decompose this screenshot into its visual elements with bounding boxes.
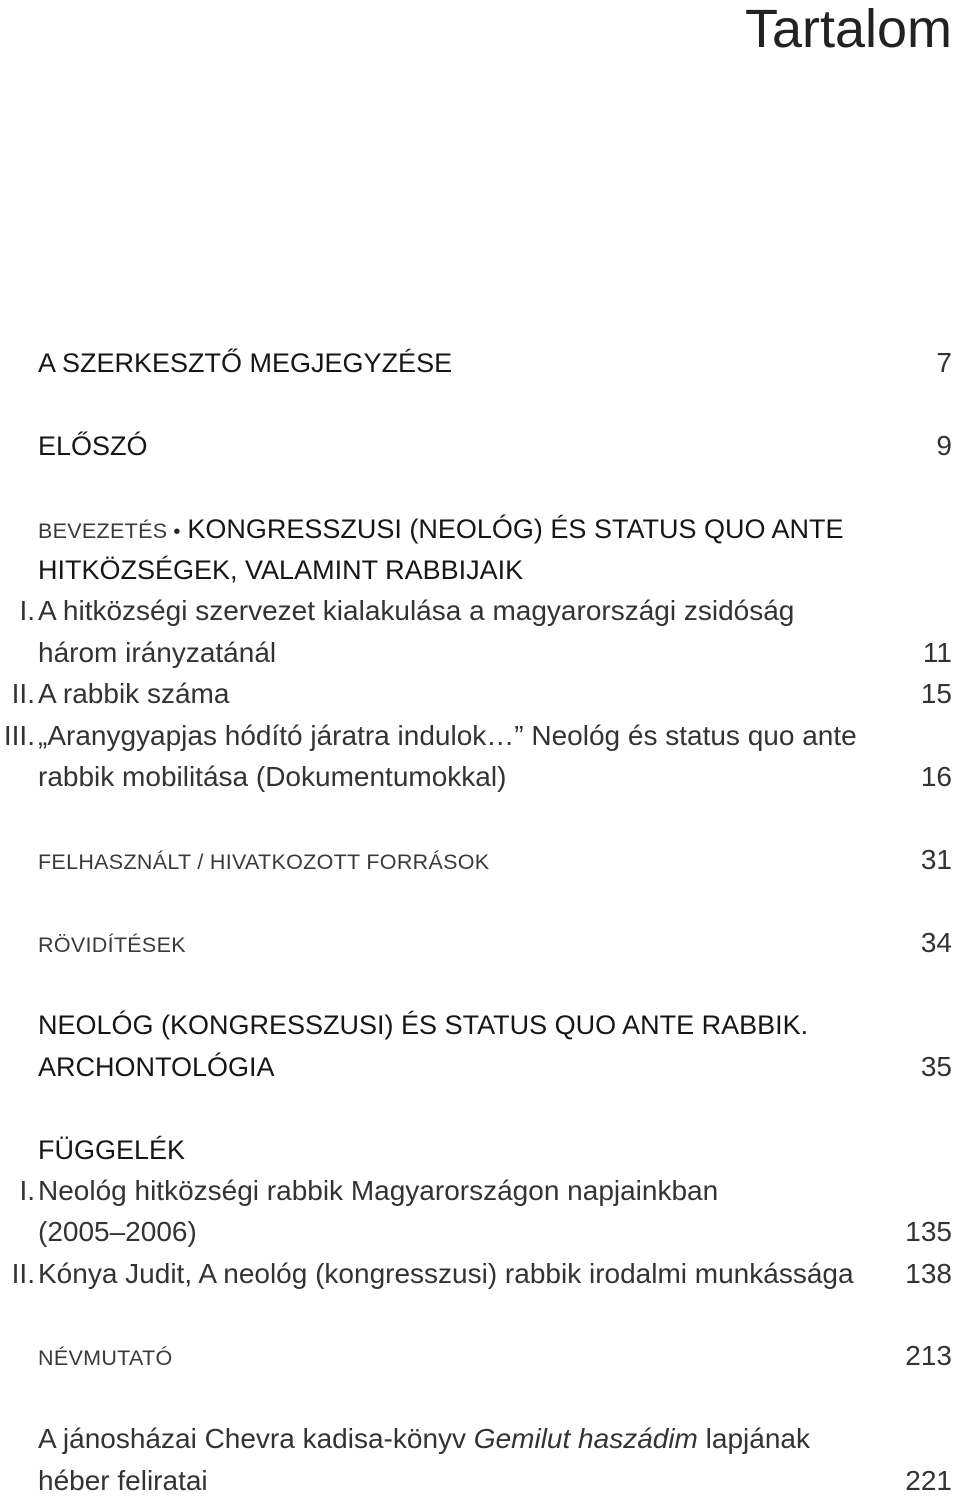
toc-entry-title: héber feliratai [38,1464,208,1496]
toc-entry-appendix [0,1134,960,1166]
chapter-numeral: I. [19,595,35,627]
page-number: 34 [920,926,952,958]
toc-entry-title: lapjának [697,1423,810,1455]
toc-entry-title: A jánosházai Chevra kadisa-könyv [38,1423,474,1455]
toc-entry-archontology [0,1009,960,1041]
toc-entry-title: HITKÖZSÉGEK, VALAMINT RABBIJAIK [38,554,524,585]
toc-chapter-1-continued [0,637,960,669]
toc-entry-name-index [0,1340,960,1372]
page-number: 31 [920,843,952,875]
page-number: 15 [920,678,952,710]
toc-entry-title: KONGRESSZUSI (NEOLÓG) ÉS STATUS QUO ANTE [187,513,844,544]
chapter-title: A hitközségi szervezet kialakulása a magyarországi zsidóság [38,595,795,627]
section-kicker: BEVEZETÉS [38,518,168,543]
chapter-numeral: III. [3,719,35,751]
chapter-numeral: II. [11,678,35,710]
toc-entry-inscriptions-continued [0,1465,960,1497]
toc-entry-title: NEOLÓG (KONGRESSZUSI) ÉS STATUS QUO ANTE RABBIK. [38,1010,809,1041]
toc-chapter-2 [0,678,960,710]
toc-entry-archontology-continued [0,1051,960,1083]
toc-chapter-1 [0,595,960,627]
toc-appendix-2 [0,1258,960,1290]
toc-entry-foreword [0,430,960,462]
table-of-contents [0,347,960,1497]
toc-entry-title: ELŐSZÓ [38,430,148,461]
page-number: 138 [905,1257,952,1289]
chapter-numeral: II. [11,1257,35,1289]
page-number: 16 [920,760,952,792]
toc-entry-title: ARCHONTOLÓGIA [38,1051,275,1082]
page-number: 9 [936,429,952,461]
toc-chapter-3-continued [0,761,960,793]
toc-entry-title-italic: Gemilut haszádim [473,1423,698,1455]
bullet-separator: • [173,520,181,543]
page-number: 11 [922,636,952,668]
chapter-title: Neológ hitközségi rabbik Magyarországon napjainkban [38,1174,719,1206]
toc-appendix-1 [0,1175,960,1207]
toc-entry-title: A SZERKESZTŐ MEGJEGYZÉSE [38,348,453,378]
toc-entry-editor-note [0,347,960,379]
toc-entry-title: NÉVMUTATÓ [38,1346,173,1371]
chapter-title: három irányzatánál [38,636,277,668]
toc-entry-title: FÜGGELÉK [38,1134,186,1165]
toc-entry-title: FELHASZNÁLT / HIVATKOZOTT FORRÁSOK [38,849,490,874]
chapter-title: „Aranygyapjas hódító járatra indulok…” Neológ és status quo ante [38,719,857,751]
page-number: 135 [905,1216,952,1248]
toc-entry-introduction-continued [0,554,960,586]
chapter-title: (2005–2006) [38,1216,197,1248]
toc-entry-title: RÖVIDÍTÉSEK [38,932,186,957]
toc-appendix-1-continued [0,1216,960,1248]
toc-entry-sources [0,844,960,876]
page-number: 7 [936,347,952,378]
toc-entry-abbreviations [0,927,960,959]
chapter-title: Kónya Judit, A neológ (kongresszusi) rabbik irodalmi munkássága [38,1257,854,1289]
toc-entry-introduction [0,513,960,545]
chapter-numeral: I. [19,1174,35,1206]
page-number: 35 [920,1050,952,1082]
page-number: 221 [905,1464,952,1496]
toc-chapter-3 [0,720,960,752]
page-title: Tartalom [744,0,952,59]
page-number: 213 [905,1340,952,1372]
toc-entry-inscriptions [0,1423,960,1455]
chapter-title: rabbik mobilitása (Dokumentumokkal) [38,760,507,792]
chapter-title: A rabbik száma [38,678,230,710]
